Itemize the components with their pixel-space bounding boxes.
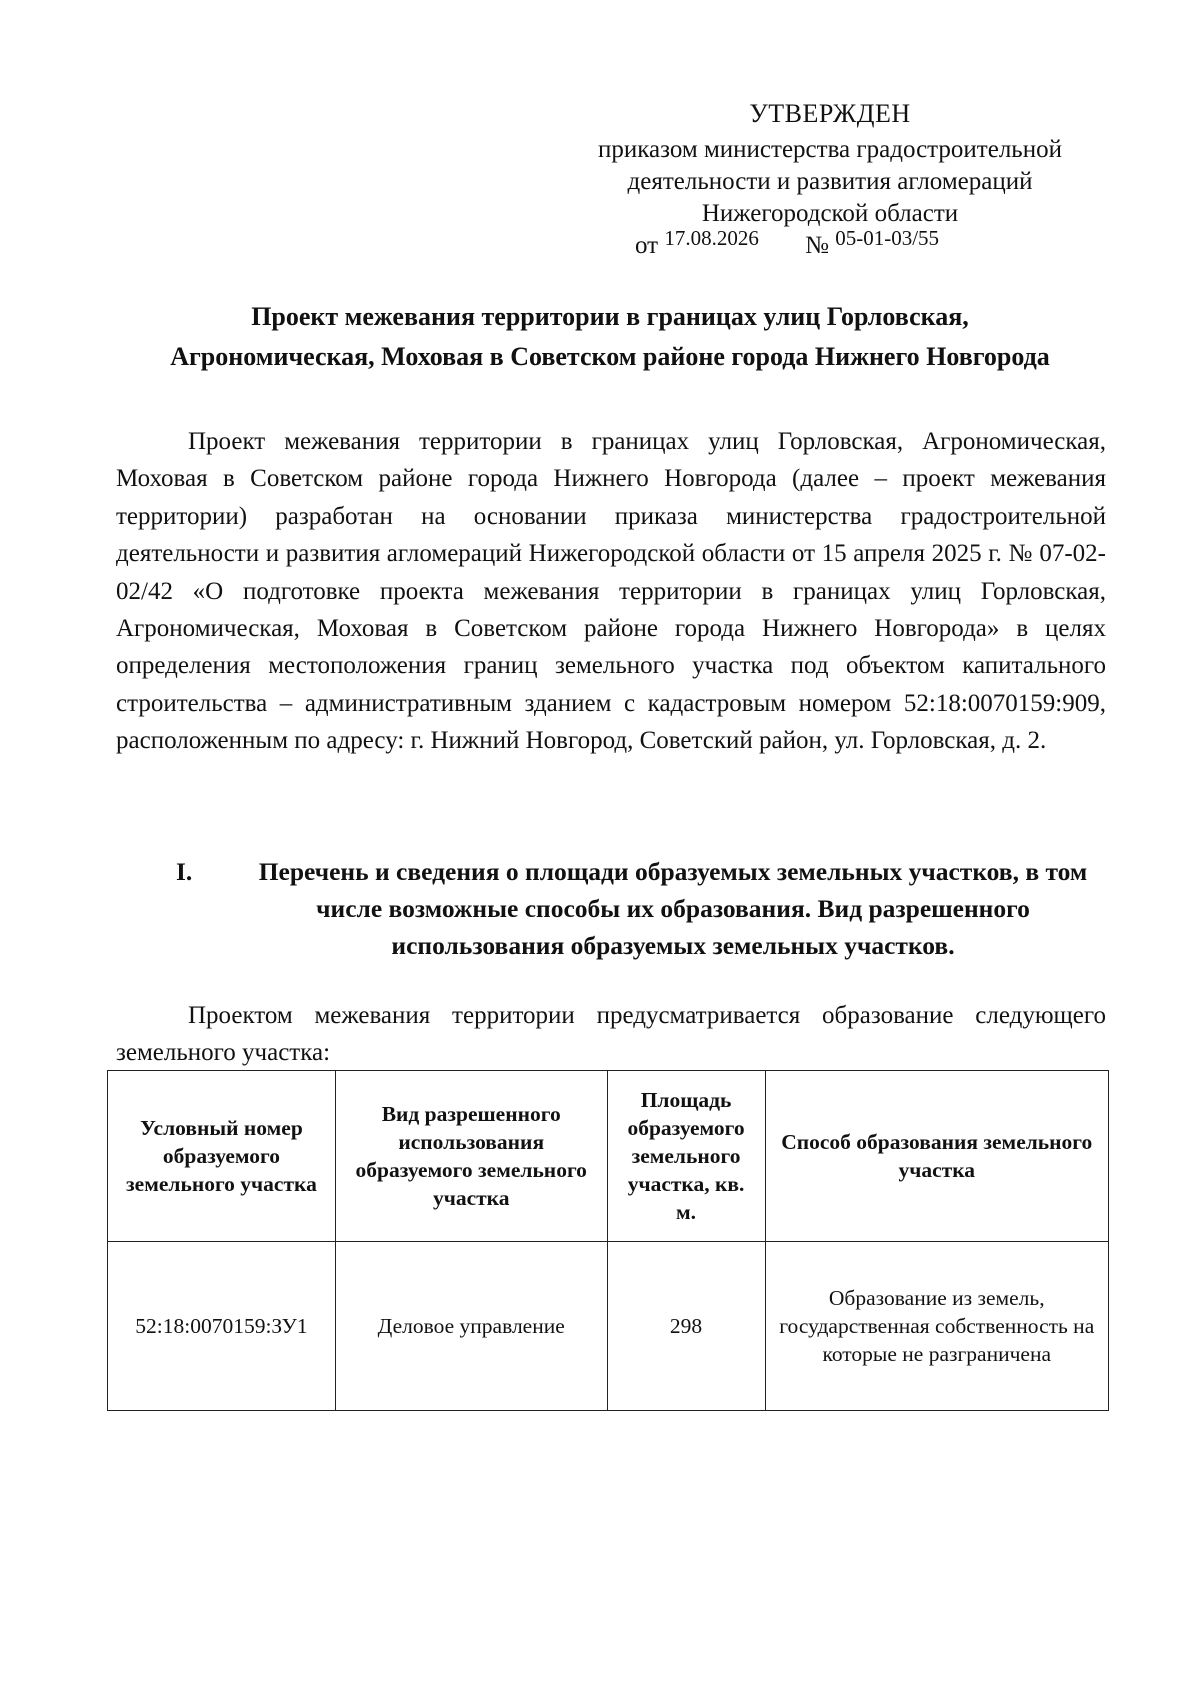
section-heading [176,853,1106,964]
table-header-cell: Площадь образуемого земельного участка, кв. м. [607,1071,765,1242]
section-title: Перечень и сведения о площади образуемых земельных участков, в том числе возможные способы их образования. Вид разрешенного использования образуемых земельных участков. [258,857,1088,960]
section-number: I. [176,857,193,886]
table-cell: Образование из земель, государственная собственность на которые не разграничена [765,1242,1109,1411]
approval-line: деятельности и развития агломераций [627,168,1033,195]
document-title-line: Проект межевания территории в границах улиц Горловская, [251,302,969,331]
approval-line: Нижегородской области [701,200,959,227]
table-cell: Деловое управление [335,1242,607,1411]
approval-number: 05-01-03/55 [835,226,940,250]
table-header-cell: Вид разрешенного использования образуемого земельного участка [335,1071,607,1242]
section-paragraph: Проектом межевания территории предусматривается образование следующего земельного участка: [116,1002,1106,1067]
land-plots-table [107,1070,1109,1411]
date-prefix: от [635,232,659,259]
approval-block [560,98,1100,230]
approval-date-line [635,226,940,260]
approval-title: УТВЕРЖДЕН [749,99,911,128]
document-title [110,297,1110,377]
intro-paragraph: Проект межевания территории в границах улиц Горловская, Агрономическая, Моховая в Советском районе города Нижнего Новгорода (далее – проект межевания территории) разработан на основании приказа министерства градостроительной деятельности и развития агломераций Нижегородской области от 15 апреля 2025 г. № 07-02-02/42 «О подготовке проекта межевания территории в границах улиц Горловская, Агрономическая, Моховая в Советском районе города Нижнего Новгорода» в целях определения местоположения границ земельного участка под объектом капитального строительства – административным зданием с кадастровым номером 52:18:0070159:909, расположенным по адресу: г. Нижний Новгород, Советский район, ул. Горловская, д. 2. [116,428,1106,755]
table-cell: 52:18:0070159:ЗУ1 [108,1242,336,1411]
table-header-cell: Условный номер образуемого земельного участка [108,1071,336,1242]
table-row [108,1242,1109,1411]
table-header-row [108,1071,1109,1242]
table-cell: 298 [607,1242,765,1411]
document-title-line: Агрономическая, Моховая в Советском районе города Нижнего Новгорода [170,342,1050,371]
table-header-cell: Способ образования земельного участка [765,1071,1109,1242]
approval-date: 17.08.2026 [664,226,759,250]
approval-line: приказом министерства градостроительной [598,136,1062,163]
number-label: № [805,232,829,259]
